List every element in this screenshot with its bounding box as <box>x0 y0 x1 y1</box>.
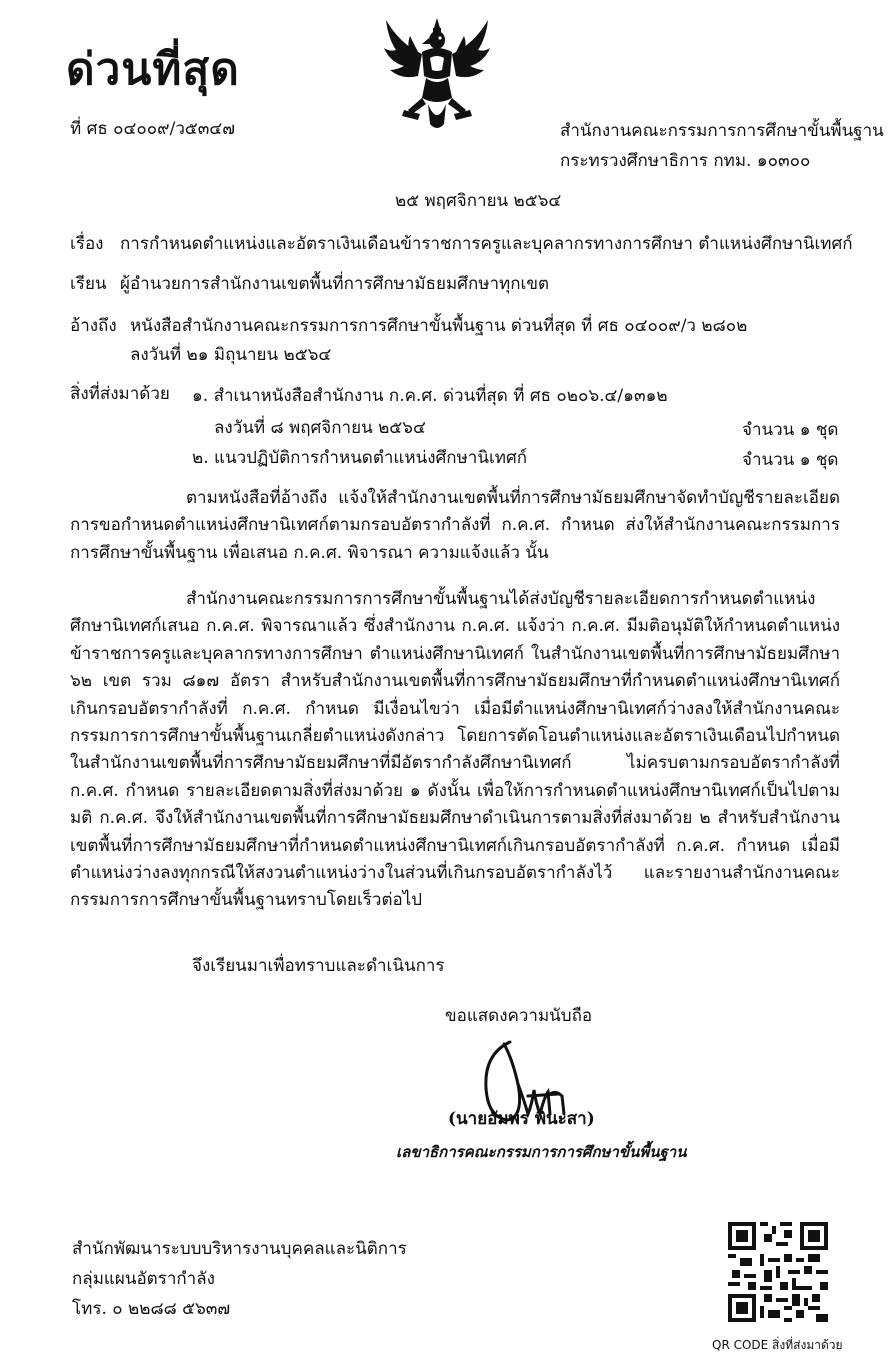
reference-label: อ้างถึง <box>70 316 117 336</box>
garuda-emblem <box>382 14 492 132</box>
qr-caption: QR CODE สิ่งที่ส่งมาด้วย <box>712 1338 843 1352</box>
enclosure-item-2: ๒. แนวปฏิบัติการกำหนดตำแหน่งศึกษานิเทศก์ <box>192 448 528 468</box>
reference-number: ที่ ศธ ๐๔๐๐๙/ว๕๓๔๗ <box>70 119 236 139</box>
subject-label: เรื่อง <box>70 234 104 254</box>
closing-line: จึงเรียนมาเพื่อทราบและดำเนินการ <box>192 956 445 976</box>
signatory-title: เลขาธิการคณะกรรมการการศึกษาขั้นพื้นฐาน <box>396 1143 687 1161</box>
body-paragraph-2 <box>70 586 840 915</box>
office-address: กระทรวงศึกษาธิการ กทม. ๑๐๓๐๐ <box>560 151 811 171</box>
enclosure-item-1-quantity: จำนวน ๑ ชุด <box>742 420 839 440</box>
enclosure-item-1: ๑. สำเนาหนังสือสำนักงาน ก.ค.ศ. ด่วนที่สุด ที่ ศธ ๐๒๐๖.๔/๑๓๑๒ <box>192 386 668 406</box>
footer-phone: โทร. ๐ ๒๒๘๘ ๕๖๓๗ <box>72 1299 231 1319</box>
body-paragraph-1 <box>70 485 840 567</box>
qr-code[interactable] <box>728 1222 828 1322</box>
enclosure-item-2-quantity: จำนวน ๑ ชุด <box>742 450 839 470</box>
reference-line2: ลงวันที่ ๒๑ มิถุนายน ๒๕๖๔ <box>130 345 332 365</box>
urgency-marker: ด่วนที่สุด <box>66 44 240 95</box>
enclosure-item-1-date: ลงวันที่ ๘ พฤศจิกายน ๒๕๖๔ <box>214 418 426 438</box>
footer-group: กลุ่มแผนอัตรากำลัง <box>72 1269 215 1289</box>
body-paragraph-2-text: สำนักงานคณะกรรมการการศึกษาขั้นพื้นฐานได้ส่งบัญชีรายละเอียดการกำหนดตำแหน่งศึกษานิเทศก์เสนอ ก.ค.ศ. พิจารณาแล้ว ซึ่งสำนักงาน ก.ค.ศ. แจ้งว่า ก.ค.ศ. มีมติอนุมัติให้กำหนดตำแหน่งข้าราชการครูและบุคลากรทางการศึกษา ตำแหน่งศึกษานิเทศก์ ในสำนักงานเขตพื้นที่การศึกษามัธยมศึกษา ๖๒ เขต รวม ๘๑๗ อัตรา สำหรับสำนักงานเขตพื้นที่การศึกษามัธยมศึกษาที่กำหนดตำแหน่งศึกษานิเทศก์เกินกรอบอัตรากำลังที่ ก.ค.ศ. กำหนด มีเงื่อนไขว่า เมื่อมีตำแหน่งศึกษานิเทศก์ว่างลงให้สำนักงานคณะกรรมการการศึกษาขั้นพื้นฐานเกลี่ยตำแหน่งดังกล่าว โดยการตัดโอนตำแหน่งและอัตราเงินเดือนไปกำหนดในสำนักงานเขตพื้นที่การศึกษามัธยมศึกษาที่มีอัตรากำลังศึกษานิเทศก์ ไม่ครบตามกรอบอัตรากำลังที่ ก.ค.ศ. กำหนด รายละเอียดตามสิ่งที่ส่งมาด้วย ๑ ดังนั้น เพื่อให้การกำหนดตำแหน่งศึกษานิเทศก์เป็นไปตามมติ ก.ค.ศ. จึงให้สำนักงานเขตพื้นที่การศึกษามัธยมศึกษาดำเนินการตามสิ่งที่ส่งมาด้วย ๒ สำหรับสำนักงานเขตพื้นที่การศึกษามัธยมศึกษาที่กำหนดตำแหน่งศึกษานิเทศก์เกินกรอบอัตรากำลังที่ ก.ค.ศ. กำหนด เมื่อมีตำแหน่งว่างลงทุกกรณีให้สงวนตำแหน่งว่างในส่วนที่เกินกรอบอัตรากำลังไว้ และรายงานสำนักงานคณะกรรมการการศึกษาขั้นพื้นฐานทราบโดยเร็วต่อไป <box>70 589 840 911</box>
recipient-label: เรียน <box>70 274 107 294</box>
reference-line1: หนังสือสำนักงานคณะกรรมการการศึกษาขั้นพื้นฐาน ด่วนที่สุด ที่ ศธ ๐๔๐๐๙/ว ๒๘๐๒ <box>130 316 748 336</box>
signatory-name: (นายอัมพร พินะสา) <box>448 1109 595 1129</box>
office-name: สำนักงานคณะกรรมการการศึกษาขั้นพื้นฐาน <box>560 121 884 141</box>
footer-division: สำนักพัฒนาระบบบริหารงานบุคคลและนิติการ <box>72 1239 407 1259</box>
subject-text: การกำหนดตำแหน่งและอัตราเงินเดือนข้าราชการครูและบุคลากรทางการศึกษา ตำแหน่งศึกษานิเทศก์ <box>120 234 853 254</box>
recipient-text: ผู้อำนวยการสำนักงานเขตพื้นที่การศึกษามัธยมศึกษาทุกเขต <box>120 274 549 294</box>
body-paragraph-1-text: ตามหนังสือที่อ้างถึง แจ้งให้สำนักงานเขตพื้นที่การศึกษามัธยมศึกษาจัดทำบัญชีรายละเอียดการขอกำหนดตำแหน่งศึกษานิเทศก์ตามกรอบอัตรากำลังที่ ก.ค.ศ. กำหนด ส่งให้สำนักงานคณะกรรมการการศึกษาขั้นพื้นฐาน เพื่อเสนอ ก.ค.ศ. พิจารณา ความแจ้งแล้ว นั้น <box>70 488 840 563</box>
letter-date: ๒๕ พฤศจิกายน ๒๕๖๔ <box>395 191 562 211</box>
enclosures-label: สิ่งที่ส่งมาด้วย <box>70 384 170 404</box>
complimentary-close: ขอแสดงความนับถือ <box>445 1006 593 1026</box>
